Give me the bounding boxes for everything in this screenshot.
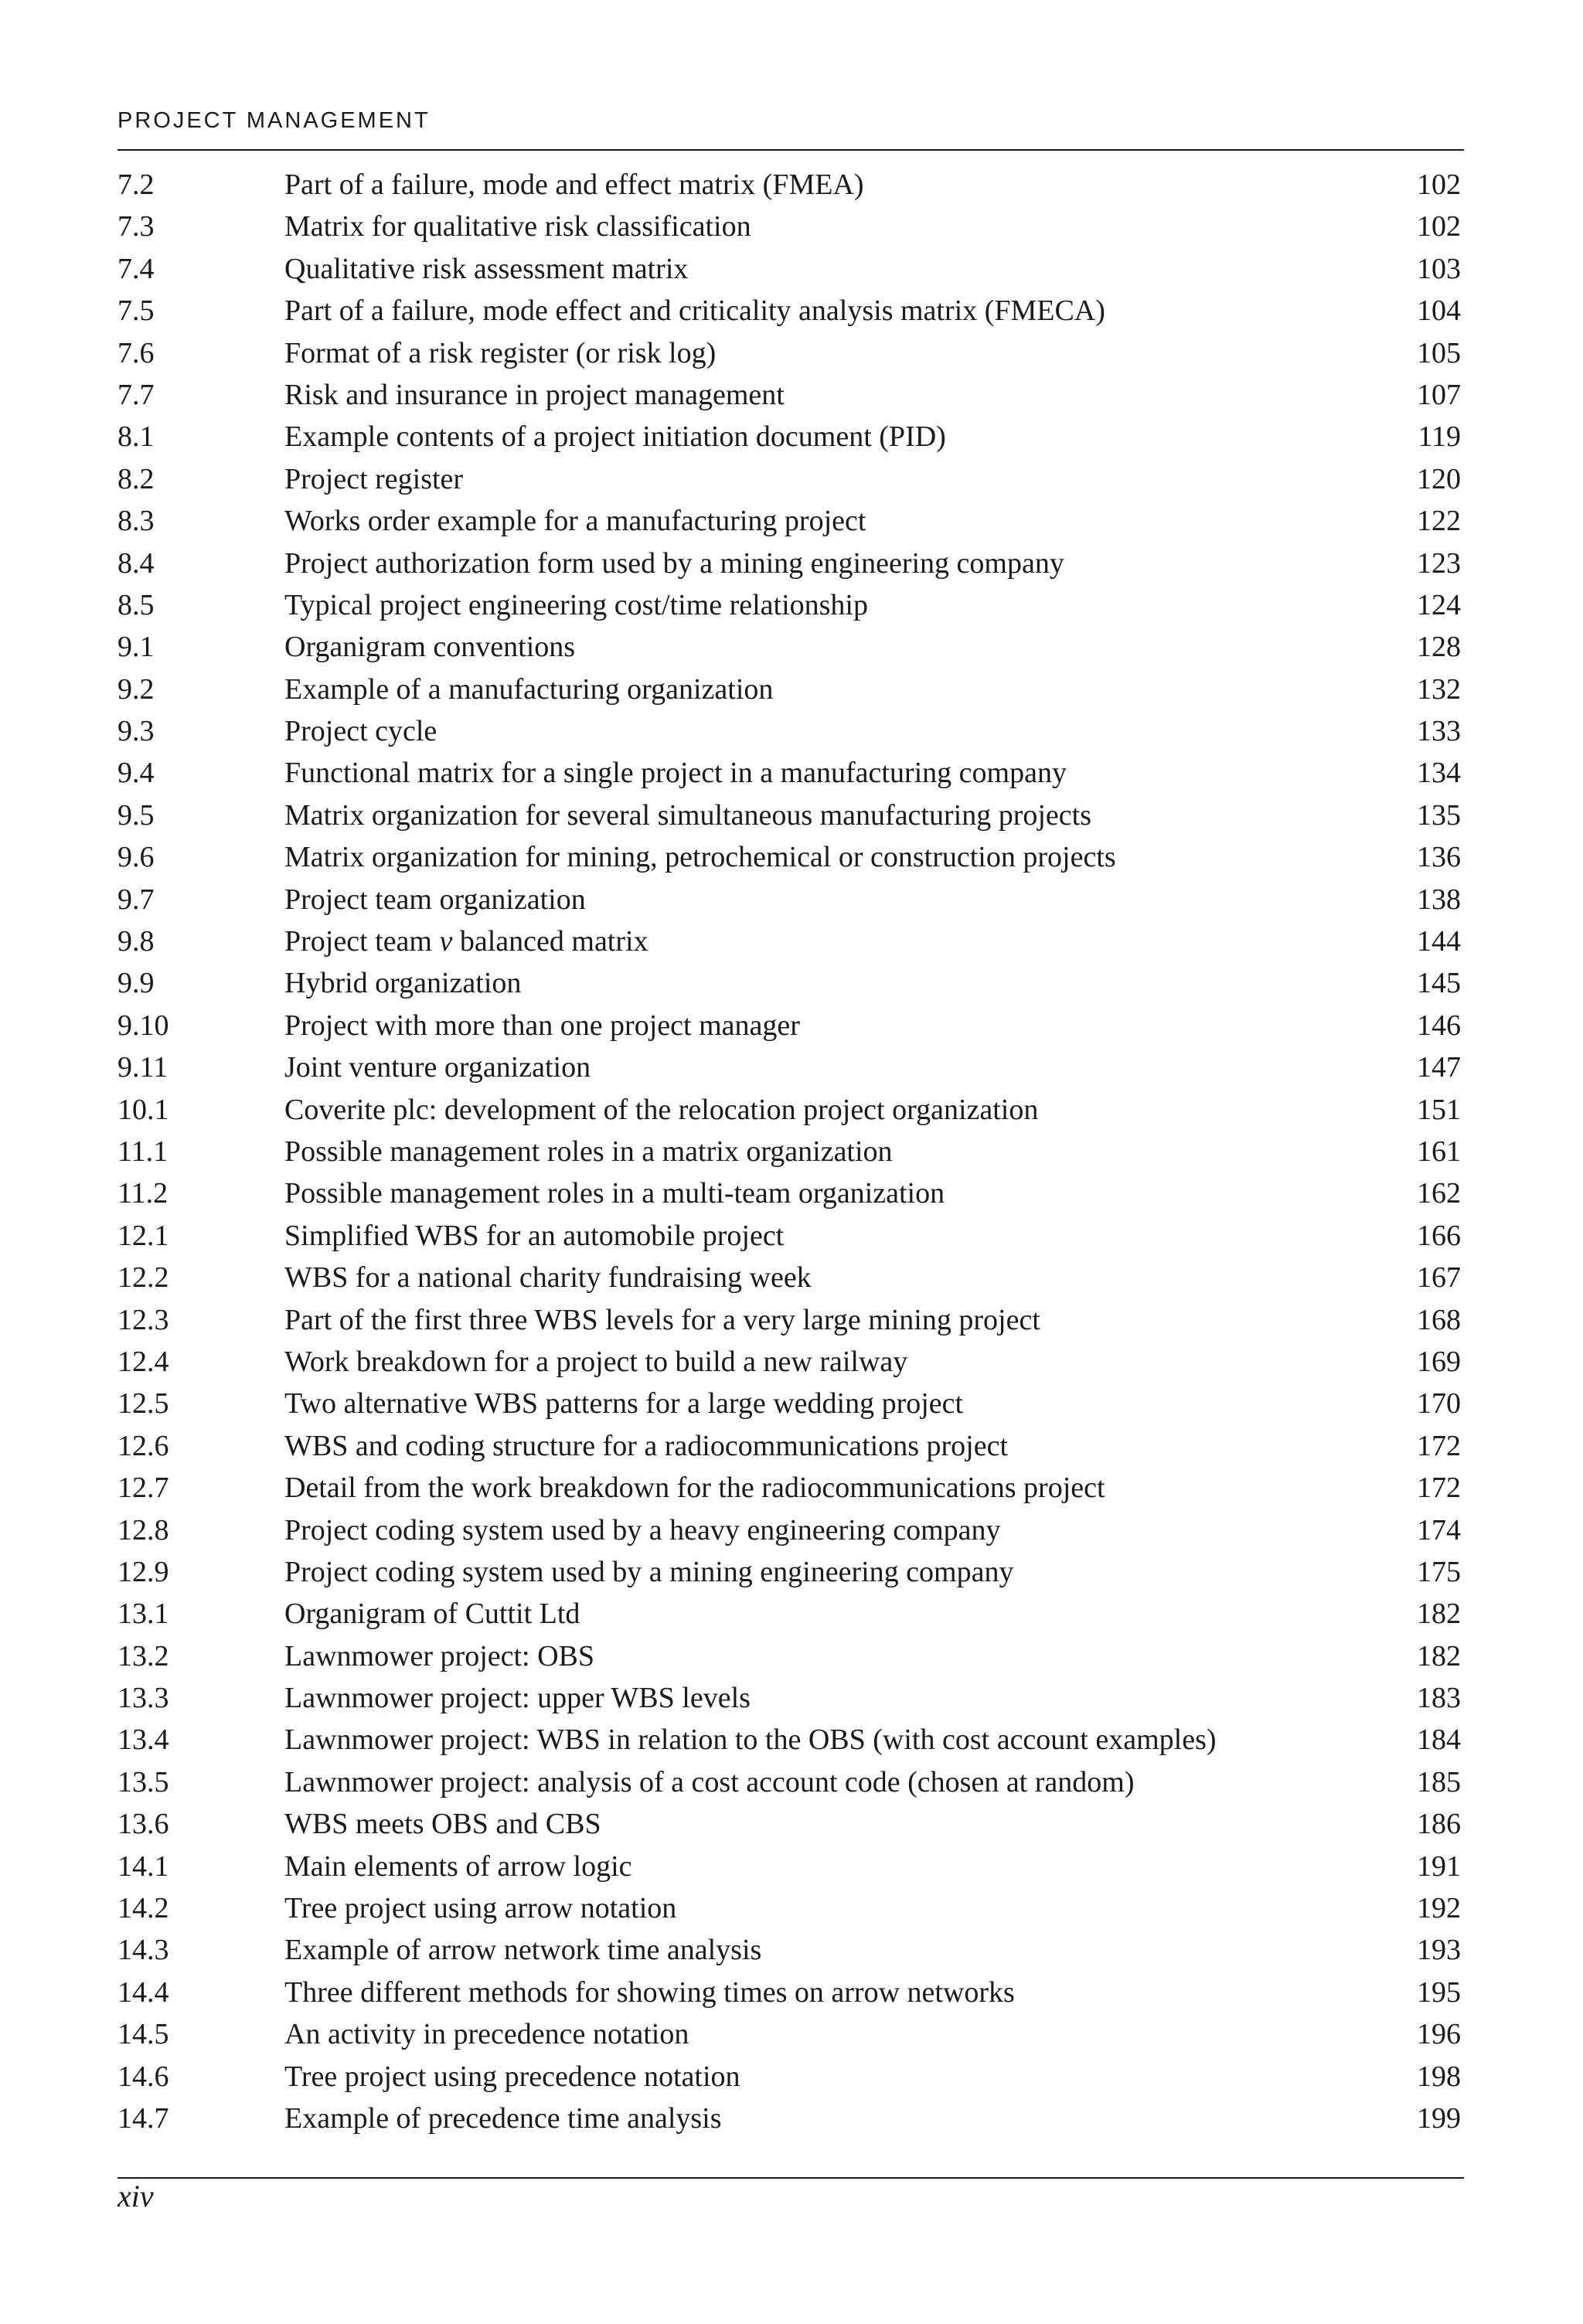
figure-number: 12.5 [117,1387,169,1421]
list-item [117,1719,1461,1761]
page-reference: 136 [1417,841,1461,874]
figure-title: Three different methods for showing times on arrow networks [284,1975,1015,2009]
figure-title: Lawnmower project: upper WBS levels [284,1682,751,1715]
figure-number: 14.3 [117,1934,169,1967]
figure-number: 8.1 [117,420,155,454]
figure-title: Matrix for qualitative risk classification [284,210,751,243]
list-item [117,206,1461,247]
list-item [117,1341,1461,1383]
page-reference: 182 [1417,1639,1461,1672]
figure-number: 9.6 [117,841,155,874]
list-item [117,290,1461,332]
figure-title: Example of arrow network time analysis [284,1934,762,1967]
page-reference: 105 [1417,336,1461,369]
page-reference: 124 [1417,588,1461,621]
figure-title: Format of a risk register (or risk log) [284,336,717,369]
list-item [117,1593,1461,1635]
figure-title: Tree project using precedence notation [284,2060,740,2093]
figure-title: Coverite plc: development of the relocation project organization [284,1093,1039,1126]
figure-number: 9.4 [117,757,155,790]
figure-title: Risk and insurance in project management [284,378,785,411]
figure-number: 9.7 [117,883,155,916]
figure-title: Part of a failure, mode effect and criticality analysis matrix (FMECA) [284,294,1105,328]
list-item [117,1425,1461,1467]
list-item [117,879,1461,920]
page-reference: 107 [1417,378,1461,411]
list-item [117,962,1461,1004]
list-item [117,795,1461,836]
figure-title: Part of a failure, mode and effect matrix (FMEA) [284,168,864,201]
list-item [117,248,1461,290]
page-reference: 104 [1417,294,1461,328]
figure-title: Organigram of Cuttit Ltd [284,1598,580,1631]
figure-number: 7.3 [117,210,155,243]
figure-title: WBS and coding structure for a radiocommunications project [284,1429,1009,1462]
list-item [117,1972,1461,2013]
list-item [117,920,1461,962]
list-item [117,2098,1461,2139]
list-item [117,2013,1461,2055]
list-item [117,1383,1461,1424]
page-reference: 162 [1417,1177,1461,1210]
figure-number: 14.2 [117,1892,169,1925]
page-reference: 119 [1418,420,1461,454]
list-item [117,836,1461,878]
list-item [117,164,1461,206]
figure-number: 8.2 [117,462,155,495]
figure-title: Simplified WBS for an automobile project [284,1219,785,1252]
figure-number: 8.5 [117,588,155,621]
figure-number: 12.8 [117,1513,169,1546]
page-reference: 170 [1417,1387,1461,1421]
figure-number: 14.6 [117,2060,169,2093]
figure-title: Part of the first three WBS levels for a very large mining project [284,1303,1040,1336]
page-reference: 183 [1417,1682,1461,1715]
page-reference: 123 [1417,546,1461,580]
page-reference: 196 [1417,2018,1461,2051]
figure-number: 7.6 [117,336,155,369]
figure-title: Project register [284,462,464,495]
list-item [117,1005,1461,1046]
figure-number: 7.7 [117,378,155,411]
figure-number: 11.1 [117,1135,169,1168]
figure-number: 14.7 [117,2101,169,2135]
figure-number: 8.3 [117,505,155,538]
list-item [117,332,1461,374]
list-item [117,458,1461,500]
list-item [117,1635,1461,1677]
figure-number: 12.4 [117,1345,169,1378]
figure-title: Qualitative risk assessment matrix [284,252,689,285]
figure-number: 9.5 [117,798,155,832]
figure-title: Main elements of arrow logic [284,1849,632,1883]
page-reference: 133 [1417,715,1461,748]
page-reference: 169 [1417,1345,1461,1378]
list-item [117,500,1461,542]
list-item [117,1929,1461,1971]
list-item [117,1509,1461,1551]
figure-number: 12.6 [117,1429,169,1462]
figure-number: 13.6 [117,1808,169,1841]
page-reference: 151 [1417,1093,1461,1126]
figure-title: Matrix organization for several simultaneous manufacturing projects [284,798,1091,832]
figure-title: Works order example for a manufacturing project [284,505,866,538]
figure-number: 13.1 [117,1598,169,1631]
figure-number: 12.3 [117,1303,169,1336]
page-reference: 103 [1417,252,1461,285]
figure-title: Hybrid organization [284,967,522,1000]
running-head: PROJECT MANAGEMENT [117,108,431,133]
page-reference: 185 [1417,1765,1461,1798]
list-item [117,543,1461,584]
list-item [117,1551,1461,1593]
figure-title: Example of precedence time analysis [284,2101,722,2135]
list-item [117,416,1461,458]
figure-number: 7.4 [117,252,155,285]
list-item [117,374,1461,416]
footer-rule [117,2177,1464,2179]
figure-number: 9.9 [117,967,155,1000]
figure-title: Matrix organization for mining, petrochemical or construction projects [284,841,1116,874]
figure-number: 9.10 [117,1009,169,1042]
figure-title: Detail from the work breakdown for the radiocommunications project [284,1472,1105,1505]
list-item [117,1257,1461,1298]
page-reference: 161 [1417,1135,1461,1168]
page-reference: 193 [1417,1934,1461,1967]
page-reference: 191 [1417,1849,1461,1883]
page-reference: 132 [1417,672,1461,706]
figure-number: 13.5 [117,1765,169,1798]
list-item [117,626,1461,668]
page-reference: 184 [1417,1723,1461,1757]
page-reference: 192 [1417,1892,1461,1925]
figure-title: Possible management roles in a matrix organization [284,1135,893,1168]
figure-title: Work breakdown for a project to build a new railway [284,1345,908,1378]
figure-number: 12.2 [117,1261,169,1295]
figure-number: 7.5 [117,294,155,328]
figure-number: 13.3 [117,1682,169,1715]
figure-title: Project authorization form used by a mining engineering company [284,546,1064,580]
figure-number: 14.4 [117,1975,169,2009]
figure-number: 12.7 [117,1472,169,1505]
figure-title: Example contents of a project initiation document (PID) [284,420,946,454]
page-reference: 145 [1417,967,1461,1000]
list-item [117,1131,1461,1172]
figure-number: 12.9 [117,1555,169,1588]
page-reference: 168 [1417,1303,1461,1336]
page-reference: 135 [1417,798,1461,832]
page-reference: 167 [1417,1261,1461,1295]
page-reference: 175 [1417,1555,1461,1588]
list-item [117,1677,1461,1719]
list-item [117,584,1461,626]
page-reference: 166 [1417,1219,1461,1252]
figure-number: 9.8 [117,925,155,958]
page-number: xiv [117,2179,154,2213]
page-reference: 102 [1417,210,1461,243]
figure-title: Lawnmower project: WBS in relation to the OBS (with cost account examples) [284,1723,1217,1757]
figure-title: An activity in precedence notation [284,2018,689,2051]
list-item [117,1046,1461,1088]
list-item [117,1467,1461,1509]
page-reference: 186 [1417,1808,1461,1841]
page-reference: 172 [1417,1472,1461,1505]
page-reference: 134 [1417,757,1461,790]
page-reference: 174 [1417,1513,1461,1546]
figure-title: WBS meets OBS and CBS [284,1808,601,1841]
figure-title: Possible management roles in a multi-team organization [284,1177,945,1210]
figure-title: Project team v balanced matrix [284,925,649,958]
page-reference: 138 [1417,883,1461,916]
figure-title: Organigram conventions [284,631,576,664]
list-of-figures [117,164,1461,2139]
page-reference: 120 [1417,462,1461,495]
list-item [117,1803,1461,1845]
figure-title: Functional matrix for a single project in a manufacturing company [284,757,1067,790]
figure-title: Project coding system used by a mining engineering company [284,1555,1014,1588]
figure-title: Lawnmower project: OBS [284,1639,595,1672]
figure-number: 12.1 [117,1219,169,1252]
figure-title: Project coding system used by a heavy engineering company [284,1513,1001,1546]
list-item [117,710,1461,752]
figure-number: 11.2 [117,1177,169,1210]
figure-title: Typical project engineering cost/time relationship [284,588,868,621]
figure-number: 7.2 [117,168,155,201]
page-reference: 172 [1417,1429,1461,1462]
figure-title: Project cycle [284,715,437,748]
figure-number: 9.11 [117,1051,169,1084]
list-item [117,752,1461,794]
figure-title: Joint venture organization [284,1051,591,1084]
page-reference: 122 [1417,505,1461,538]
page-reference: 198 [1417,2060,1461,2093]
page-reference: 128 [1417,631,1461,664]
page-reference: 195 [1417,1975,1461,2009]
page-reference: 144 [1417,925,1461,958]
figure-number: 9.1 [117,631,155,664]
figure-title: Example of a manufacturing organization [284,672,774,706]
page-reference: 146 [1417,1009,1461,1042]
figure-number: 8.4 [117,546,155,580]
page-reference: 199 [1417,2101,1461,2135]
figure-number: 14.1 [117,1849,169,1883]
figure-title: Tree project using arrow notation [284,1892,677,1925]
list-item [117,1215,1461,1257]
figure-number: 10.1 [117,1093,169,1126]
list-item [117,1299,1461,1341]
header-rule [117,149,1464,151]
figure-title: Project with more than one project manager [284,1009,800,1042]
figure-number: 13.2 [117,1639,169,1672]
list-item [117,1887,1461,1929]
figure-number: 13.4 [117,1723,169,1757]
figure-number: 9.2 [117,672,155,706]
list-item [117,1089,1461,1131]
page-reference: 102 [1417,168,1461,201]
figure-title: WBS for a national charity fundraising week [284,1261,812,1295]
page-reference: 147 [1417,1051,1461,1084]
figure-title: Project team organization [284,883,586,916]
figure-number: 9.3 [117,715,155,748]
list-item [117,669,1461,710]
figure-number: 14.5 [117,2018,169,2051]
page-reference: 182 [1417,1598,1461,1631]
list-item [117,1761,1461,1803]
list-item [117,2056,1461,2098]
figure-title: Lawnmower project: analysis of a cost account code (chosen at random) [284,1765,1135,1798]
list-item [117,1172,1461,1214]
figure-title: Two alternative WBS patterns for a large wedding project [284,1387,964,1421]
list-item [117,1846,1461,1887]
